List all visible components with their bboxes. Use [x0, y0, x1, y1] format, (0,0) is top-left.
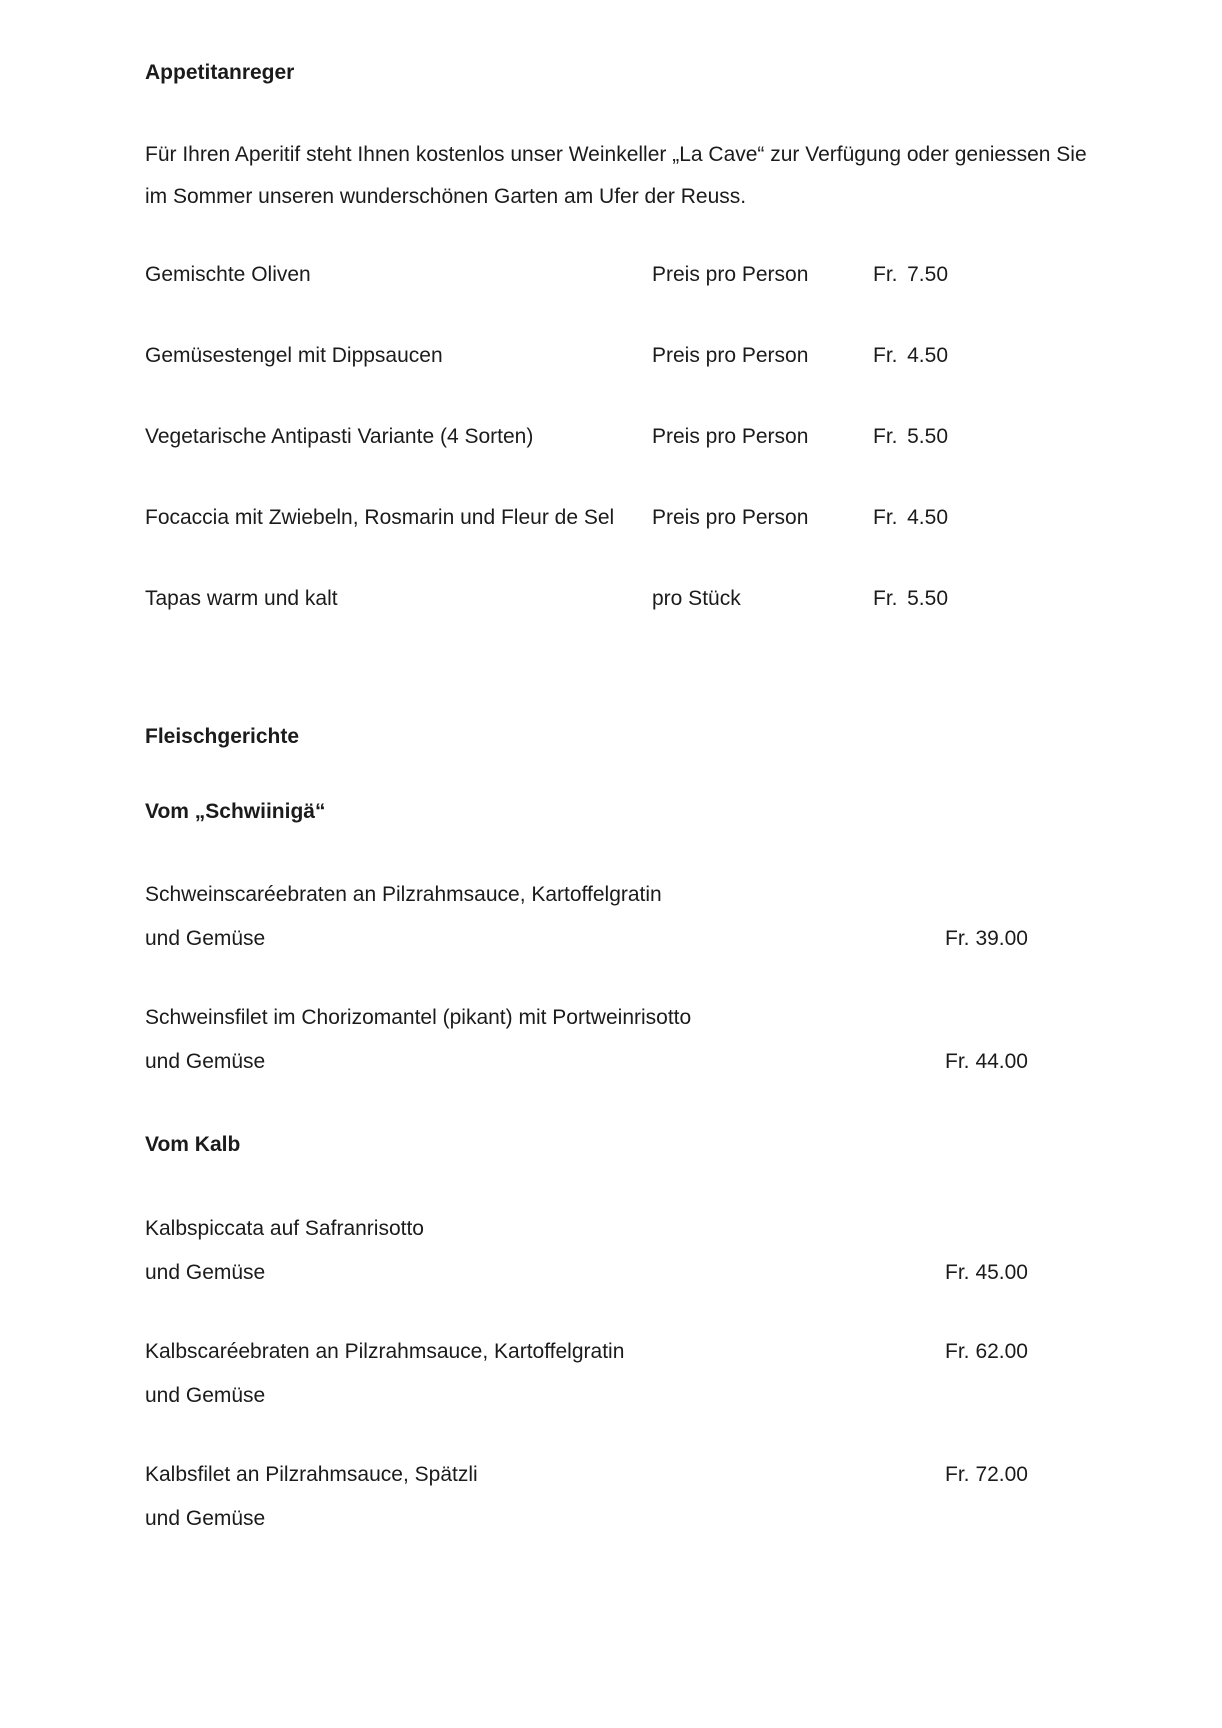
menu-item-name: Focaccia mit Zwiebeln, Rosmarin und Fleur de Sel: [145, 506, 615, 529]
price-currency: Fr.: [873, 587, 898, 610]
price-amount: 72.00: [975, 1463, 1028, 1486]
menu-item-row: [0, 586, 1222, 612]
menu-item-name: Tapas warm und kalt: [145, 587, 338, 610]
dish-row-line1: [0, 1462, 1222, 1488]
dish-description: Schweinscaréebraten an Pilzrahmsauce, Kartoffelgratin: [145, 883, 662, 906]
price-currency: Fr.: [873, 344, 898, 367]
price-amount: 45.00: [975, 1261, 1028, 1284]
dish-row-line2: [0, 926, 1222, 952]
dish-description: Kalbscaréebraten an Pilzrahmsauce, Kartoffelgratin: [145, 1340, 625, 1363]
menu-item-price: [873, 505, 948, 531]
menu-item-row: [0, 343, 1222, 369]
price-amount: 4.50: [907, 344, 948, 367]
price-currency: Fr.: [945, 1050, 970, 1073]
dish-side: und Gemüse: [145, 1050, 266, 1073]
price-amount: 4.50: [907, 506, 948, 529]
menu-item-row: [0, 505, 1222, 531]
dish-side: und Gemüse: [145, 1261, 266, 1284]
dish-description: Kalbsfilet an Pilzrahmsauce, Spätzli: [145, 1463, 478, 1486]
menu-item-price: [873, 586, 948, 612]
menu-item-name: Gemischte Oliven: [145, 263, 311, 286]
menu-item-unit: Preis pro Person: [652, 344, 809, 367]
dish-row-line1: [0, 1339, 1222, 1365]
price-amount: 62.00: [975, 1340, 1028, 1363]
price-currency: Fr.: [945, 1340, 970, 1363]
dish-row-line2: [0, 1260, 1222, 1286]
menu-item-unit: Preis pro Person: [652, 506, 809, 529]
price-amount: 5.50: [907, 587, 948, 610]
price-currency: Fr.: [873, 506, 898, 529]
dish-price: [945, 926, 1028, 952]
section-heading-appetizers: Appetitanreger: [145, 61, 295, 84]
section-heading-meat: Fleischgerichte: [145, 725, 300, 748]
menu-item-price: [873, 343, 948, 369]
dish-row-line1: [0, 1005, 1222, 1031]
menu-item-price: [873, 262, 948, 288]
menu-item-row: [0, 424, 1222, 450]
dish-side: und Gemüse: [145, 927, 266, 950]
price-amount: 44.00: [975, 1050, 1028, 1073]
dish-description: Kalbspiccata auf Safranrisotto: [145, 1217, 424, 1240]
dish-row-line2: [0, 1506, 1222, 1532]
price-amount: 39.00: [975, 927, 1028, 950]
dish-side: und Gemüse: [145, 1384, 266, 1407]
price-currency: Fr.: [945, 927, 970, 950]
dish-price: [945, 1260, 1028, 1286]
dish-price: [945, 1462, 1028, 1488]
price-currency: Fr.: [945, 1261, 970, 1284]
menu-item-unit: Preis pro Person: [652, 425, 809, 448]
menu-item-unit: pro Stück: [652, 587, 741, 610]
dish-side: und Gemüse: [145, 1507, 266, 1530]
dish-description: Schweinsfilet im Chorizomantel (pikant) mit Portweinrisotto: [145, 1006, 692, 1029]
dish-price: [945, 1049, 1028, 1075]
menu-item-name: Gemüsestengel mit Dippsaucen: [145, 344, 443, 367]
price-amount: 7.50: [907, 263, 948, 286]
menu-item-price: [873, 424, 948, 450]
appetizer-intro-line-1: Für Ihren Aperitif steht Ihnen kostenlos unser Weinkeller „La Cave“ zur Verfügung oder geniessen Sie: [145, 143, 1087, 166]
menu-item-name: Vegetarische Antipasti Variante (4 Sorten): [145, 425, 534, 448]
appetizer-intro-line-2: im Sommer unseren wunderschönen Garten am Ufer der Reuss.: [145, 185, 747, 208]
dish-row-line1: [0, 882, 1222, 908]
price-currency: Fr.: [945, 1463, 970, 1486]
price-currency: Fr.: [873, 425, 898, 448]
subsection-heading-veal: Vom Kalb: [145, 1133, 241, 1156]
menu-item-row: [0, 262, 1222, 288]
price-amount: 5.50: [907, 425, 948, 448]
subsection-heading-pork: Vom „Schwiinigä“: [145, 800, 326, 823]
dish-row-line2: [0, 1383, 1222, 1409]
price-currency: Fr.: [873, 263, 898, 286]
dish-row-line1: [0, 1216, 1222, 1242]
dish-price: [945, 1339, 1028, 1365]
dish-row-line2: [0, 1049, 1222, 1075]
menu-item-unit: Preis pro Person: [652, 263, 809, 286]
